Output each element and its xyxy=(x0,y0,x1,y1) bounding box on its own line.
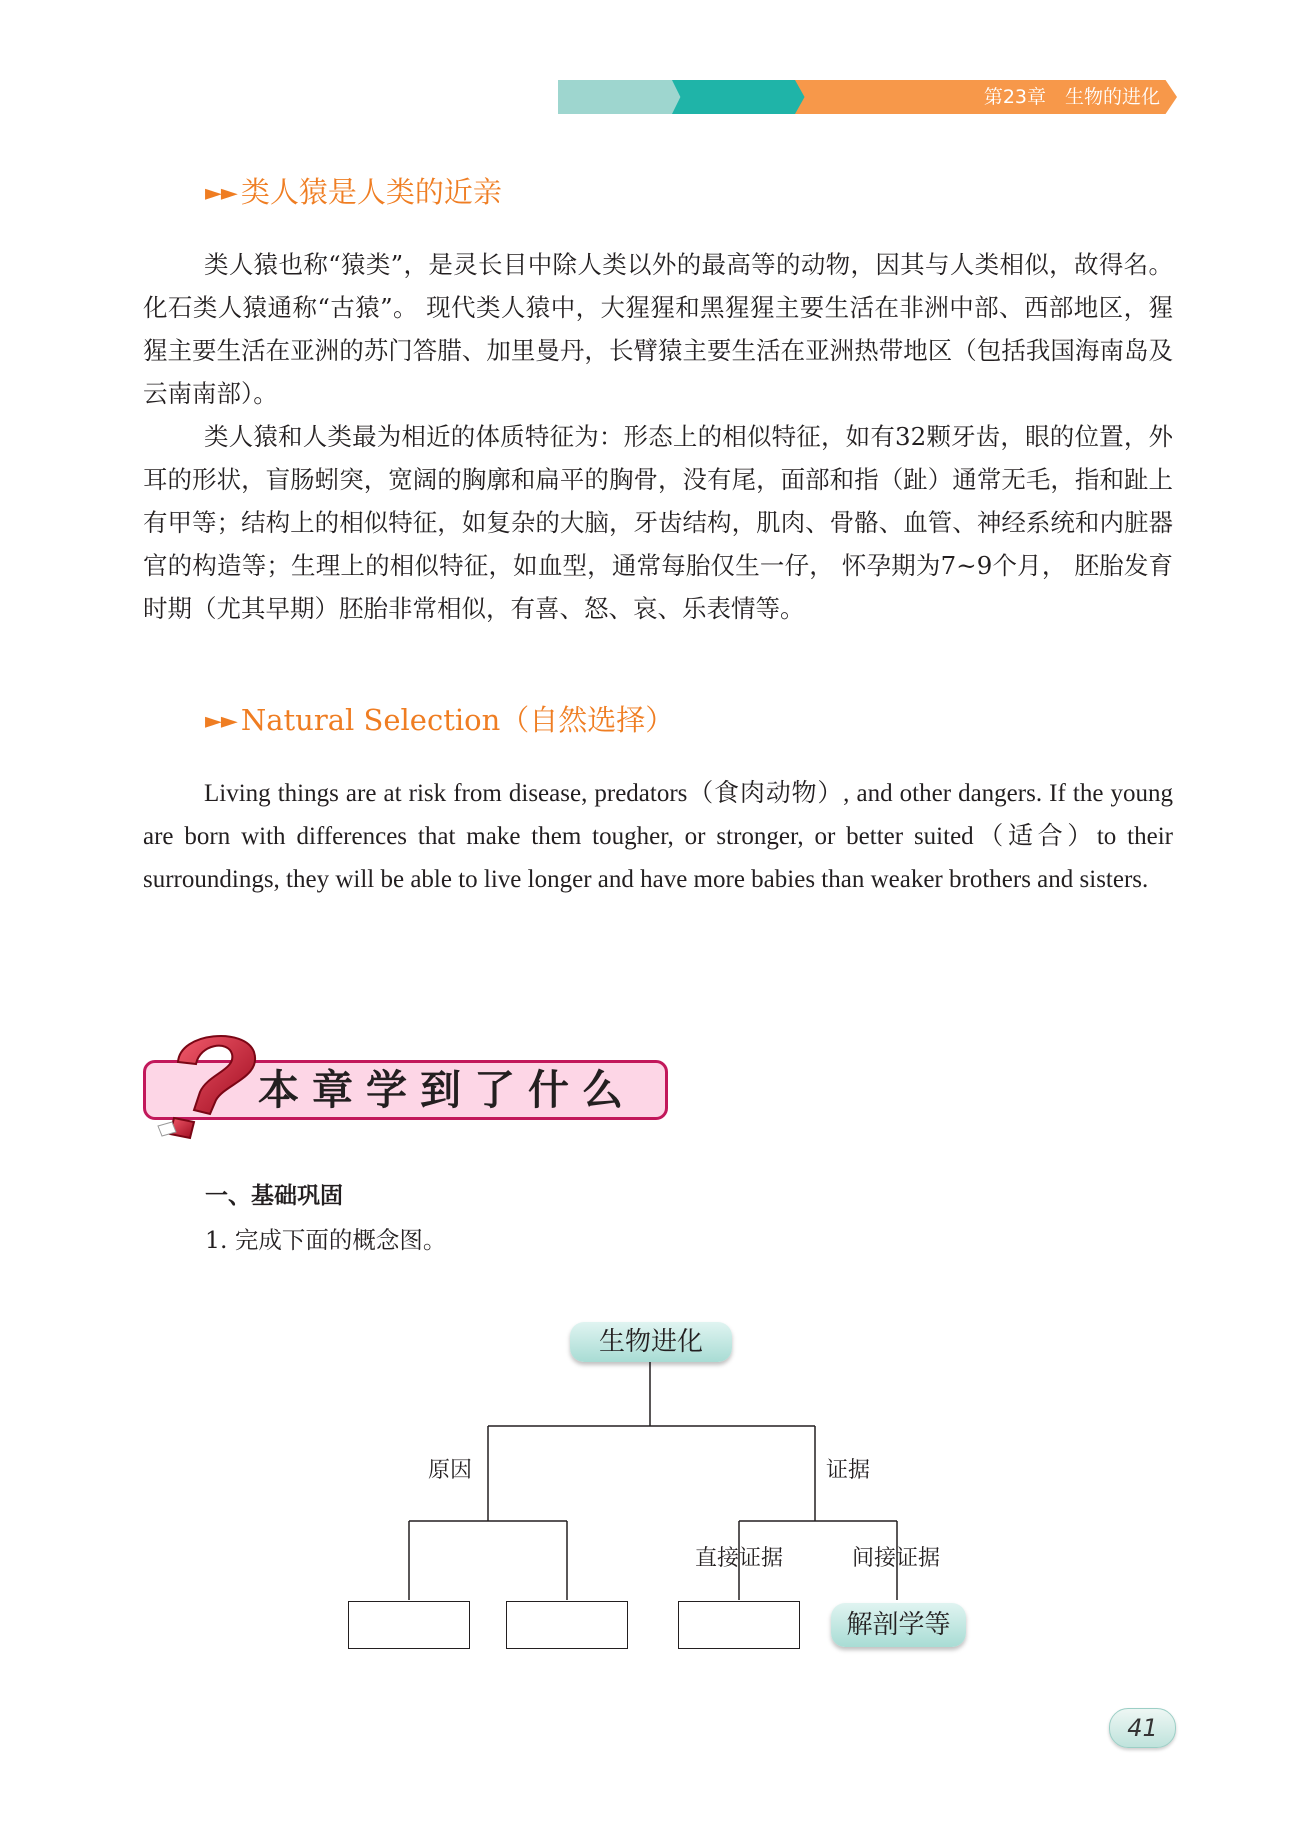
paragraph: Living things are at risk from disease, predators（食肉动物）, and other dangers. If the young are born with differences that make them tougher, or stronger, or better suited（适合）to their surroundings, they will be able to live longer and have more babies than weaker brothers and sisters. xyxy=(143,780,1173,893)
section-heading xyxy=(205,172,502,214)
concept-blank-box[interactable] xyxy=(348,1601,470,1649)
section-title: Natural Selection（自然选择） xyxy=(240,703,675,737)
concept-label-direct: 直接证据 xyxy=(695,1546,784,1571)
exercise-heading: 一、基础巩固 xyxy=(205,1183,343,1209)
section-heading-natural-selection xyxy=(205,700,674,742)
paragraph: 类人猿也称“猿类”，是灵长目中除人类以外的最高等的动物，因其与人类相似，故得名。化石类人猿通称“古猿”。 现代类人猿中，大猩猩和黑猩猩主要生活在非洲中部、西部地区，猩猩主要生活在亚洲的苏门答腊、加里曼丹，长臂猿主要生活在亚洲热带地区（包括我国海南岛及云南南部）。 xyxy=(143,250,1173,408)
summary-banner-title: 本章学到了什么 xyxy=(258,1066,636,1114)
concept-blank-box[interactable] xyxy=(506,1601,628,1649)
chapter-header: 第23章 生物的进化 xyxy=(983,86,1160,108)
section-title: 类人猿是人类的近亲 xyxy=(240,175,502,209)
header-strip-light xyxy=(558,80,690,114)
concept-blank-box[interactable] xyxy=(678,1601,800,1649)
concept-node-anatomy: 解剖学等 xyxy=(831,1603,966,1647)
section-body xyxy=(143,243,1173,630)
paragraph: 类人猿和人类最为相近的体质特征为：形态上的相似特征，如有32颗牙齿，眼的位置，外耳的形状，盲肠蚓突，宽阔的胸廓和扁平的胸骨，没有尾，面部和指（趾）通常无毛，指和趾上有甲等；结构上的相似特征，如复杂的大脑，牙齿结构，肌肉、骨骼、血管、神经系统和内脏器官的构造等；生理上的相似特征，如血型，通常每胎仅生一仔， 怀孕期为7~9个月， 胚胎发育时期（尤其早期）胚胎非常相似，有喜、怒、哀、乐表情等。 xyxy=(143,422,1173,623)
section-body xyxy=(143,772,1173,901)
arrow-icon: ►► xyxy=(205,709,237,734)
exercise-item: 1. 完成下面的概念图。 xyxy=(205,1226,447,1254)
concept-label-indirect: 间接证据 xyxy=(852,1546,941,1571)
concept-label-cause: 原因 xyxy=(428,1458,473,1483)
header-strip-teal xyxy=(672,80,812,114)
concept-label-evidence: 证据 xyxy=(826,1458,871,1483)
concept-node-root: 生物进化 xyxy=(570,1322,732,1362)
arrow-icon: ►► xyxy=(205,181,237,206)
question-mark-icon xyxy=(150,1022,270,1142)
page-number: 41 xyxy=(1109,1708,1176,1748)
